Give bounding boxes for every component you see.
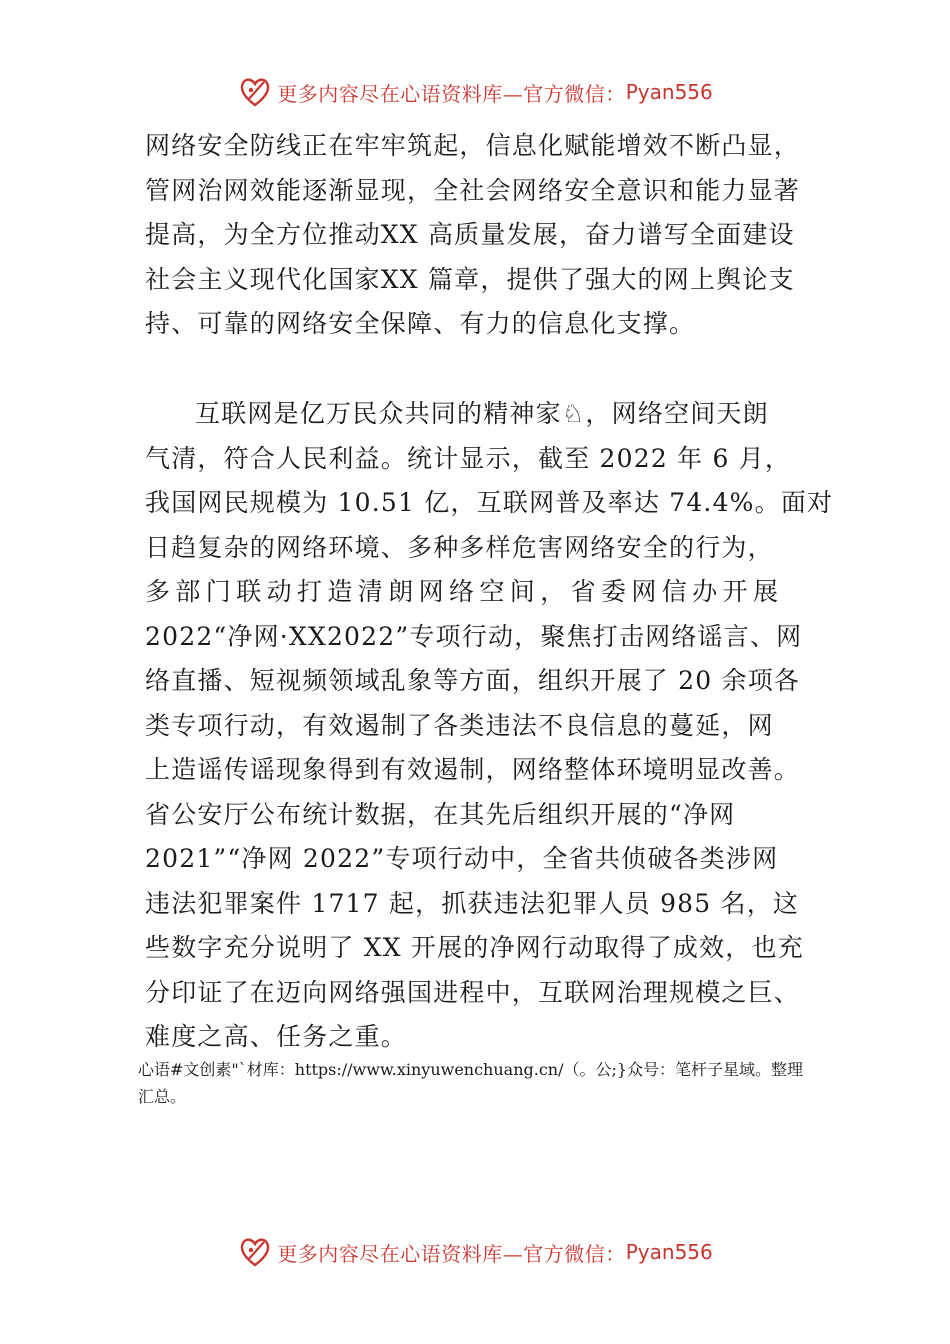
text-line: 多部门联动打造清朗网络空间，省委网信办开展 — [145, 577, 784, 606]
source-note-line: 汇总。 — [138, 1087, 187, 1106]
text-line: 难度之高、任务之重。 — [145, 1022, 408, 1051]
banner-title: 更多内容尽在心语资料库—官方微信： — [277, 1241, 626, 1266]
text-line: 我国网民规模为 10.51 亿，互联网普及率达 74.4%。面对 — [145, 488, 834, 517]
source-note-line: 心语#文创素"`材库：https://www.xinyuwenchuang.cn/（。公;}众号：笔杆子星域。整理 — [138, 1060, 804, 1079]
text-line: 违法犯罪案件 1717 起，抓获违法犯罪人员 985 名，这 — [145, 888, 800, 918]
footer-banner — [0, 1228, 950, 1276]
text-line: 气清，符合人民利益。统计显示，截至 2022 年 6 月， — [145, 443, 792, 473]
paragraph-1 — [145, 124, 815, 347]
text-line: 络直播、短视频领域乱象等方面，组织开展了 20 余项各 — [145, 666, 801, 695]
text-line: 类专项行动，有效遏制了各类违法不良信息的蔓延，网 — [145, 710, 774, 740]
text-line: 分印证了在迈向网络强国进程中，互联网治理规模之巨、 — [145, 977, 801, 1007]
text-line: 提高，为全方位推动XX 高质量发展，奋力谱写全面建设 — [145, 220, 795, 249]
text-line: 持、可靠的网络安全保障、有力的信息化支撑。 — [145, 309, 696, 338]
text-line: 管网治网效能逐渐显现，全社会网络安全意识和能力显著 — [145, 175, 801, 205]
text-line: 2021”“净网 2022”专项行动中，全省共侦破各类涉网 — [145, 844, 779, 873]
text-line: 日趋复杂的网络环境、多种多样危害网络安全的行为， — [145, 532, 774, 562]
paragraph-2 — [145, 392, 834, 1060]
text-line: 些数字充分说明了 XX 开展的净网行动取得了成效，也充 — [145, 933, 804, 962]
text-line: 互联网是亿万民众共同的精神家♘，网络空间天朗 — [195, 399, 769, 428]
text-line: 网络安全防线正在牢牢筑起，信息化赋能增效不断凸显， — [145, 131, 801, 160]
text-line: 2022“净网·XX2022”专项行动，聚焦打击网络谣言、网 — [145, 621, 803, 651]
text-line: 上造谣传谣现象得到有效遏制，网络整体环境明显改善。 — [145, 755, 801, 784]
banner-wechat-handle: Pyan556 — [625, 80, 713, 104]
text-line: 省公安厅公布统计数据，在其先后组织开展的“净网 — [145, 799, 736, 829]
text-line: 社会主义现代化国家XX 篇章，提供了强大的网上舆论支 — [145, 264, 795, 294]
heart-pen-logo-icon — [237, 74, 273, 110]
banner-title: 更多内容尽在心语资料库—官方微信： — [277, 81, 626, 106]
header-banner — [0, 68, 950, 116]
banner-wechat-handle: Pyan556 — [625, 1240, 713, 1264]
heart-pen-logo-icon — [237, 1234, 273, 1270]
source-note — [138, 1056, 848, 1110]
